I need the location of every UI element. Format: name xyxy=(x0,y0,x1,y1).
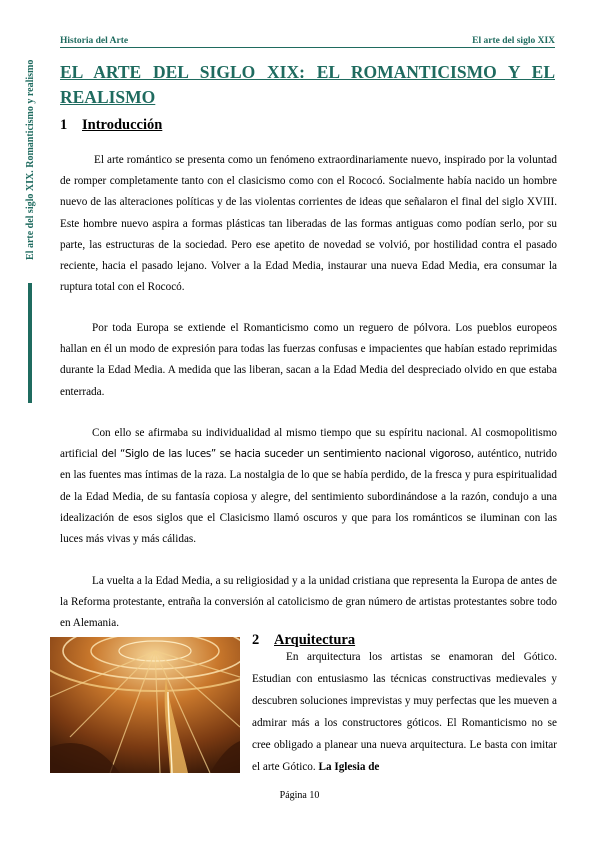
section-title: Introducción xyxy=(82,117,163,133)
section-heading-introduccion xyxy=(60,117,162,134)
paragraph-5-part-a: En arquitectura los artistas se enamoran del Gótico. Estudian con entusiasmo las técnicas constructivas medievales y descubren soluciones imprevistas y muy perfectas que les mueven a admirar más a los constructores góticos. El Romanticismo no se cree obligado a planear una nueva arquitectura. Le basta con imitar el arte Gótico. xyxy=(252,651,557,773)
running-header-left: Historia del Arte xyxy=(60,36,129,46)
document-title-line2: REALISMO xyxy=(60,87,156,107)
header-divider xyxy=(60,47,555,48)
ornate-dome-icon xyxy=(50,637,240,773)
running-header-right: El arte del siglo XIX xyxy=(472,36,555,46)
paragraph-4: La vuelta a la Edad Media, a su religiosidad y a la unidad cristiana que representa la Europa de antes de la Reforma protestante, entraña la conversión al catolicismo de gran número de artistas protestantes sobre todo en Alemania. xyxy=(60,575,557,630)
dome-interior-image xyxy=(50,637,240,773)
side-accent-bar xyxy=(28,283,32,403)
paragraph-3-part-a: Con ello se afirmaba su individualidad al mismo tiempo que su espíritu nacional. Al cosmopolitismo artificial xyxy=(60,427,557,461)
paragraph-3 xyxy=(60,423,557,550)
document-title xyxy=(60,60,555,110)
paragraph-1: El arte romántico se presenta como un fenómeno extraordinariamente nuevo, inspirado por la voluntad de romper completamente tanto con el clasicismo como con el Rococó. Socialmente había nacido un hombre nuevo de las alteraciones políticas y de las violentas corrientes de ideas que señalaron el final del siglo XVIII. Este hombre nuevo aspira a formas plásticas tan liberadas de las formas antiguas como podían serlo, por su parte, las estructuras de la sociedad. Pero ese apetito de novedad se volvió, por hostilidad contra el pasado reciente, hacia el pasado lejano. Volver a la Edad Media, instaurar una nueva Edad Media, era consumar la ruptura total con el Rococó. xyxy=(60,154,557,294)
side-margin-label xyxy=(25,59,37,260)
paragraph-2: Por toda Europa se extiende el Romanticismo como un reguero de pólvora. Los pueblos europeos hallan en él un modo de expresión para todas las fuerzas confusas e impacientes que habían estado reprimidas durante la Edad Media. A medida que las liberan, sacan a la Edad Media del despreciado olvido en que estaba enterrada. xyxy=(60,322,557,398)
paragraph-3-part-b: del “Siglo de las luces” se hacia suceder un sentimiento nacional vigoroso, xyxy=(101,448,474,461)
side-margin-label-text: El arte del siglo XIX. Romanticismo y realismo xyxy=(25,59,36,260)
section-title: Arquitectura xyxy=(274,632,356,648)
section-number: 1 xyxy=(60,117,68,133)
section-number: 2 xyxy=(252,632,260,648)
paragraph-3-part-c: auténtico, nutrido en las fuentes mas íntimas de la raza. La nostalgia de lo que se había perdido, de la fresca y pura espiritualidad de la Edad Media, de su fantasía copiosa y alegre, del sentimiento subordinándose a la razón, condujo a una idealización de esos siglos que el Clasicismo llamó oscuros y que para los románticos se iluminan con las luces más vivas y más cálidas. xyxy=(60,448,557,546)
page-number: Página 10 xyxy=(279,790,320,801)
document-title-line1: EL ARTE DEL SIGLO XIX: EL ROMANTICISMO Y EL xyxy=(60,62,555,82)
paragraph-5 xyxy=(252,646,557,778)
paragraph-5-bold-tail: La Iglesia de xyxy=(318,761,380,773)
